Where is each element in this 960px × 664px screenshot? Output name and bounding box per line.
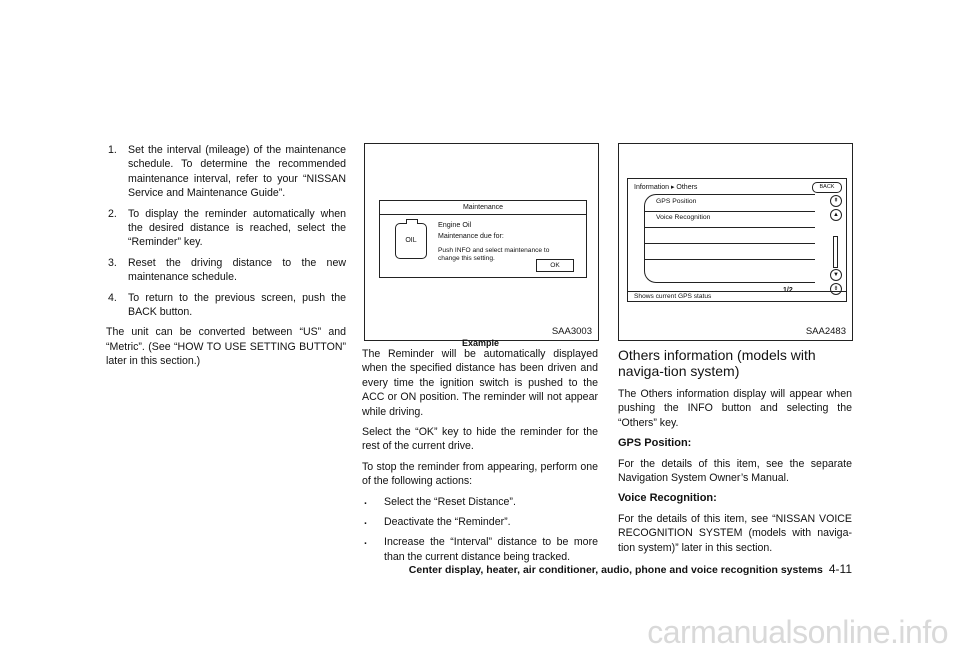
figure-caption: Example bbox=[462, 338, 500, 348]
others-figure bbox=[618, 143, 853, 341]
list-item: . Select the “Reset Distance”. bbox=[364, 494, 516, 508]
steps-list bbox=[106, 143, 346, 319]
page-number: 4-11 bbox=[828, 562, 852, 576]
gps-heading: GPS Position: bbox=[618, 437, 692, 450]
dialog-title: Maintenance bbox=[380, 201, 586, 215]
units-paragraph: The unit can be converted between “US” and “Metric”. (See “HOW TO USE SETTING BUTTON” later in this section.) bbox=[106, 326, 346, 368]
middle-column bbox=[362, 347, 598, 570]
step-item: 2. To display the reminder automatically when the desired distance is reached, select the “Reminder” key. bbox=[108, 207, 346, 249]
maintenance-dialog bbox=[379, 200, 587, 278]
voice-paragraph: For the details of this item, see “NISSAN VOICE RECOGNITION SYSTEM (models with naviga-tion system)” later in this section. bbox=[618, 512, 852, 554]
menu-item-gps[interactable]: GPS Position bbox=[645, 195, 815, 212]
scroll-top-icon[interactable]: ⇞ bbox=[830, 195, 842, 207]
figure-code: SAA3003 bbox=[551, 326, 592, 337]
step-item: 3. Reset the driving distance to the new maintenance schedule. bbox=[108, 256, 346, 284]
stop-paragraph: To stop the reminder from appearing, perform one of the following actions: bbox=[362, 460, 598, 488]
actions-list bbox=[362, 495, 598, 565]
step-item: 1. Set the interval (mileage) of the maintenance schedule. To determine the recommended maintenance interval, refer to your “NISSAN Service and Maintenance Guide”. bbox=[108, 144, 346, 200]
ok-paragraph: Select the “OK” key to hide the reminder for the rest of the current drive. bbox=[362, 426, 598, 453]
maintenance-figure bbox=[364, 143, 599, 341]
step-item: 4. To return to the previous screen, push the BACK button. bbox=[108, 291, 346, 319]
figure-code: SAA2483 bbox=[805, 326, 846, 337]
scroll-bottom-icon[interactable]: ⇟ bbox=[830, 283, 842, 295]
footer-section-title: Center display, heater, air conditioner, audio, phone and voice recognition systems bbox=[408, 564, 823, 576]
gps-paragraph: For the details of this item, see the separate Navigation System Owner’s Manual. bbox=[618, 457, 852, 485]
section-heading: Others information (models with naviga-tion system) bbox=[618, 347, 816, 379]
watermark: carmanualsonline.info bbox=[647, 614, 948, 650]
back-button[interactable]: BACK bbox=[812, 182, 842, 193]
menu-item-voice[interactable]: Voice Recognition bbox=[645, 211, 815, 228]
oil-can-icon: OIL bbox=[395, 223, 427, 259]
page-indicator: 1/2 bbox=[783, 287, 793, 294]
others-screen bbox=[627, 178, 847, 302]
scroll-down-icon[interactable]: ▼ bbox=[830, 269, 842, 281]
menu-item-empty bbox=[645, 227, 815, 244]
left-column bbox=[106, 143, 346, 375]
page-footer bbox=[409, 562, 852, 576]
dialog-line-engine-oil: Engine Oil bbox=[438, 220, 472, 229]
menu-list bbox=[644, 194, 815, 283]
menu-item-empty bbox=[645, 259, 815, 275]
list-item: . Increase the “Interval” distance to be more than the current distance being tracked. bbox=[364, 535, 598, 563]
scroll-up-icon[interactable]: ▲ bbox=[830, 209, 842, 221]
scrollbar[interactable] bbox=[833, 236, 838, 268]
dialog-line-due: Maintenance due for: bbox=[438, 233, 504, 240]
dialog-line-push-info: Push INFO and select maintenance to bbox=[438, 247, 550, 254]
screen-breadcrumb: Information ▸ Others bbox=[634, 184, 698, 191]
ok-button[interactable]: OK bbox=[536, 259, 574, 272]
intro-paragraph: The Others information display will appear when pushing the INFO button and selecting the “Others” key. bbox=[618, 388, 852, 429]
dialog-line-change: change this setting. bbox=[438, 255, 495, 262]
right-column bbox=[618, 347, 852, 561]
voice-heading: Voice Recognition: bbox=[618, 492, 717, 505]
reminder-paragraph: The Reminder will be automatically displayed when the specified distance has been driven and every time the ignition switch is pushed to the ACC or ON position. The reminder will not appear while driving. bbox=[362, 348, 598, 418]
menu-item-empty bbox=[645, 243, 815, 260]
list-item: . Deactivate the “Reminder”. bbox=[364, 515, 511, 529]
screen-status-bar: Shows current GPS status bbox=[628, 291, 846, 301]
